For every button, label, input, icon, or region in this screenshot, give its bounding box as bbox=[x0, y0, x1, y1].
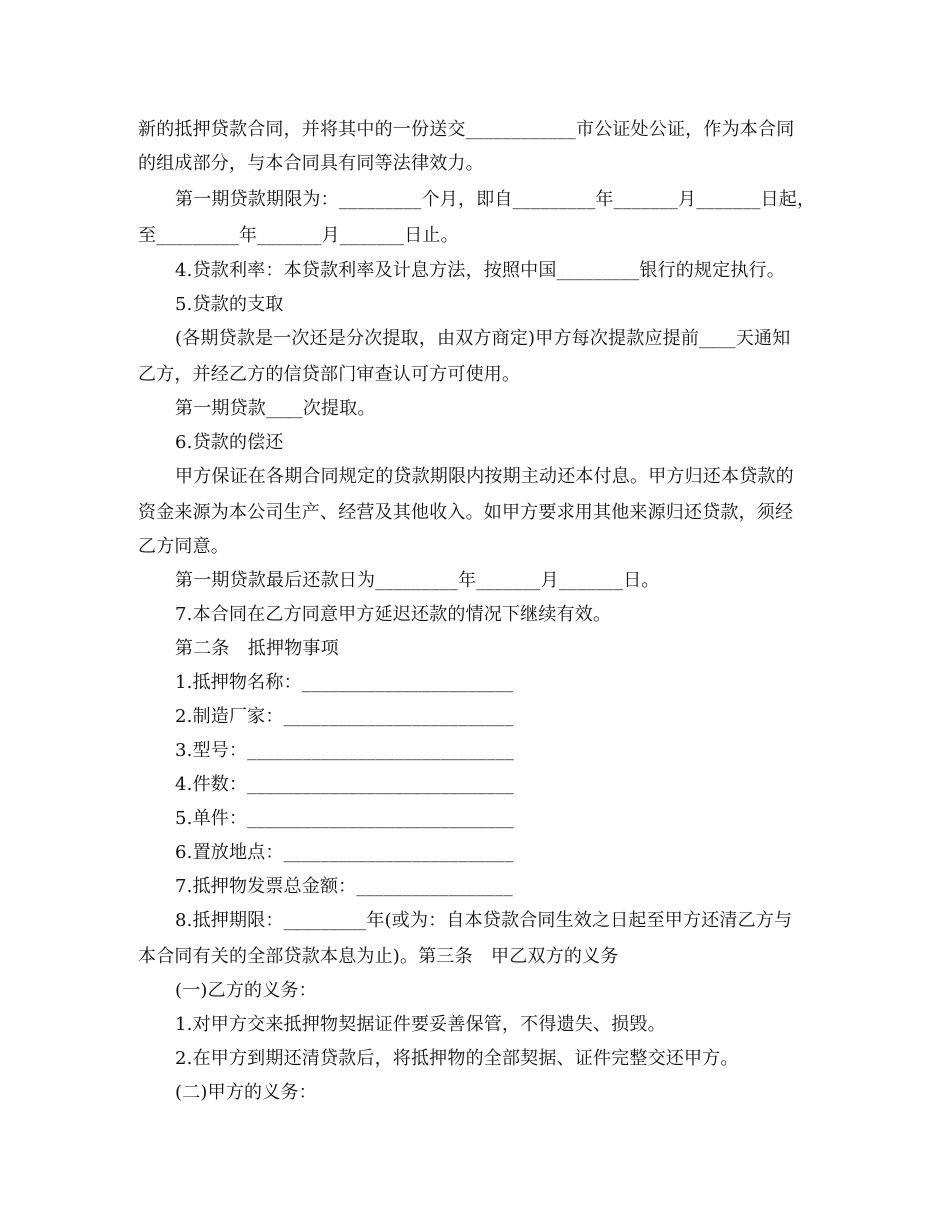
paragraph-line: 资金来源为本公司生产、经营及其他收入。如甲方要求用其他来源归还贷款，须经 bbox=[138, 502, 794, 523]
paragraph-line: 第一期贷款最后还款日为_________年_______月_______日。 bbox=[175, 570, 660, 591]
section-heading: 5.贷款的支取 bbox=[175, 294, 284, 315]
section-heading: 6.贷款的偿还 bbox=[175, 432, 284, 453]
paragraph-line: 第一期贷款____次提取。 bbox=[175, 398, 376, 419]
paragraph-line: 乙方同意。 bbox=[138, 536, 229, 557]
paragraph-line: 新的抵押贷款合同，并将其中的一份送交____________市公证处公证，作为本合同 bbox=[138, 119, 795, 140]
form-field-line: 4.件数：_____________________________ bbox=[175, 774, 514, 795]
paragraph-line: 本合同有关的全部贷款本息为止)。第三条 甲乙双方的义务 bbox=[138, 946, 619, 967]
paragraph-line: 2.在甲方到期还清贷款后，将抵押物的全部契据、证件完整交还甲方。 bbox=[175, 1048, 739, 1069]
paragraph-line: 8.抵押期限：_________年(或为：自本贷款合同生效之日起至甲方还清乙方与 bbox=[175, 910, 793, 931]
section-heading: (二)甲方的义务： bbox=[175, 1082, 317, 1103]
form-field-line: 1.抵押物名称：_______________________ bbox=[175, 672, 514, 693]
form-field-line: 3.型号：_____________________________ bbox=[175, 740, 514, 761]
paragraph-line: 至_________年_______月_______日止。 bbox=[138, 225, 459, 246]
form-field-line: 2.制造厂家：_________________________ bbox=[175, 706, 514, 727]
article-heading: 第二条 抵押物事项 bbox=[175, 638, 339, 659]
paragraph-line: 7.本合同在乙方同意甲方延迟还款的情况下继续有效。 bbox=[175, 604, 612, 625]
paragraph-line: 4.贷款利率：本贷款利率及计息方法，按照中国_________银行的规定执行。 bbox=[175, 260, 785, 281]
form-field-line: 7.抵押物发票总金额：_________________ bbox=[175, 876, 513, 897]
paragraph-line: 乙方，并经乙方的信贷部门审查认可方可使用。 bbox=[138, 364, 521, 385]
paragraph-line: 的组成部分，与本合同具有同等法律效力。 bbox=[138, 153, 484, 174]
paragraph-line: (各期贷款是一次还是分次提取，由双方商定)甲方每次提款应提前____天通知 bbox=[175, 328, 791, 349]
section-heading: (一)乙方的义务： bbox=[175, 980, 317, 1001]
form-field-line: 5.单件：_____________________________ bbox=[175, 808, 514, 829]
paragraph-line: 第一期贷款期限为：_________个月，即自_________年_______月_______日起， bbox=[175, 189, 816, 210]
form-field-line: 6.置放地点：_________________________ bbox=[175, 842, 514, 863]
paragraph-line: 甲方保证在各期合同规定的贷款期限内按期主动还本付息。甲方归还本贷款的 bbox=[175, 466, 794, 487]
paragraph-line: 1.对甲方交来抵押物契据证件要妥善保管，不得遗失、损毁。 bbox=[175, 1014, 666, 1035]
